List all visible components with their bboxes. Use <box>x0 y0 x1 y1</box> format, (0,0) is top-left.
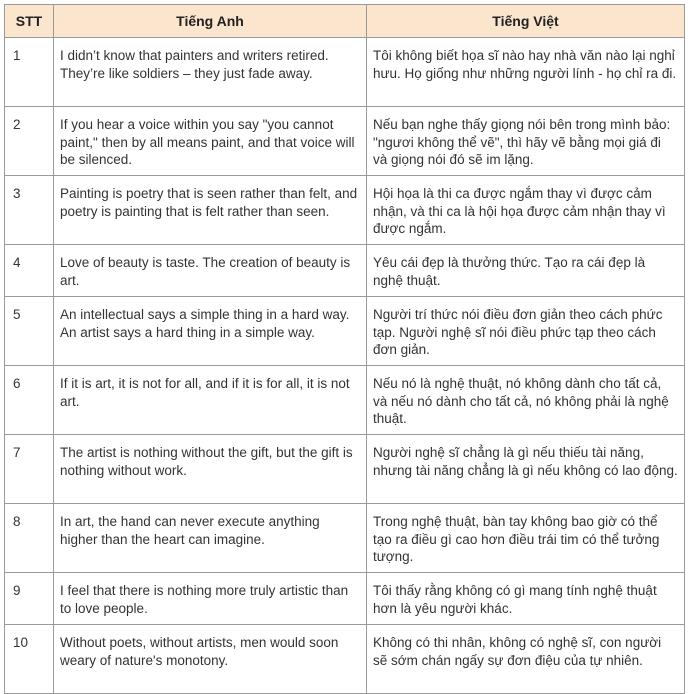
row-number: 1 <box>5 38 54 107</box>
header-english: Tiếng Anh <box>54 5 367 38</box>
row-number: 9 <box>5 573 54 625</box>
vietnamese-quote: Người nghệ sĩ chẳng là gì nếu thiếu tài năng, nhưng tài năng chẳng là gì nếu không có lao động. <box>367 435 685 504</box>
table-row <box>5 504 685 573</box>
vietnamese-quote: Không có thi nhân, không có nghệ sĩ, con người sẽ sớm chán ngấy sự đơn điệu của tự nhiên. <box>367 625 685 694</box>
row-number: 10 <box>5 625 54 694</box>
table-row <box>5 625 685 694</box>
english-quote: In art, the hand can never execute anything higher than the heart can imagine. <box>54 504 367 573</box>
table-row <box>5 573 685 625</box>
vietnamese-quote: Tôi không biết họa sĩ nào hay nhà văn nào lại nghỉ hưu. Họ giống như những người lính - họ chỉ ra đi. <box>367 38 685 107</box>
english-quote: Without poets, without artists, men would soon weary of nature's monotony. <box>54 625 367 694</box>
table-row <box>5 176 685 245</box>
table-row <box>5 38 685 107</box>
english-quote: I didn’t know that painters and writers retired. They’re like soldiers – they just fade away. <box>54 38 367 107</box>
row-number: 5 <box>5 297 54 366</box>
english-quote: If it is art, it is not for all, and if it is for all, it is not art. <box>54 366 367 435</box>
row-number: 6 <box>5 366 54 435</box>
table-row <box>5 435 685 504</box>
vietnamese-quote: Người trí thức nói điều đơn giản theo cách phức tạp. Người nghệ sĩ nói điều phức tạp theo cách đơn giản. <box>367 297 685 366</box>
english-quote: Painting is poetry that is seen rather than felt, and poetry is painting that is felt rather than seen. <box>54 176 367 245</box>
table-row <box>5 366 685 435</box>
header-stt: STT <box>5 5 54 38</box>
english-quote: The artist is nothing without the gift, but the gift is nothing without work. <box>54 435 367 504</box>
row-number: 2 <box>5 107 54 176</box>
english-quote: An intellectual says a simple thing in a hard way. An artist says a hard thing in a simple way. <box>54 297 367 366</box>
row-number: 4 <box>5 245 54 297</box>
vietnamese-quote: Yêu cái đẹp là thưởng thức. Tạo ra cái đẹp là nghệ thuật. <box>367 245 685 297</box>
row-number: 3 <box>5 176 54 245</box>
vietnamese-quote: Trong nghệ thuật, bàn tay không bao giờ có thể tạo ra điều gì cao hơn điều trái tim có thể tưởng tượng. <box>367 504 685 573</box>
english-quote: If you hear a voice within you say "you cannot paint," then by all means paint, and that voice will be silenced. <box>54 107 367 176</box>
header-vietnamese: Tiếng Việt <box>367 5 685 38</box>
vietnamese-quote: Nếu nó là nghệ thuật, nó không dành cho tất cả, và nếu nó dành cho tất cả, nó không phải là nghệ thuật. <box>367 366 685 435</box>
vietnamese-quote: Tôi thấy rằng không có gì mang tính nghệ thuật hơn là yêu người khác. <box>367 573 685 625</box>
quote-table <box>4 4 685 694</box>
table-row <box>5 245 685 297</box>
table-row <box>5 107 685 176</box>
row-number: 8 <box>5 504 54 573</box>
table-header-row <box>5 5 685 38</box>
vietnamese-quote: Nếu bạn nghe thấy giọng nói bên trong mình bảo: "ngươi không thể vẽ", thì hãy vẽ bằng mọi giá đi và giọng nói đó sẽ im lặng. <box>367 107 685 176</box>
english-quote: Love of beauty is taste. The creation of beauty is art. <box>54 245 367 297</box>
row-number: 7 <box>5 435 54 504</box>
table-row <box>5 297 685 366</box>
english-quote: I feel that there is nothing more truly artistic than to love people. <box>54 573 367 625</box>
vietnamese-quote: Hội họa là thi ca được ngắm thay vì được cảm nhận, và thi ca là hội họa được cảm nhận thay vì được ngắm. <box>367 176 685 245</box>
